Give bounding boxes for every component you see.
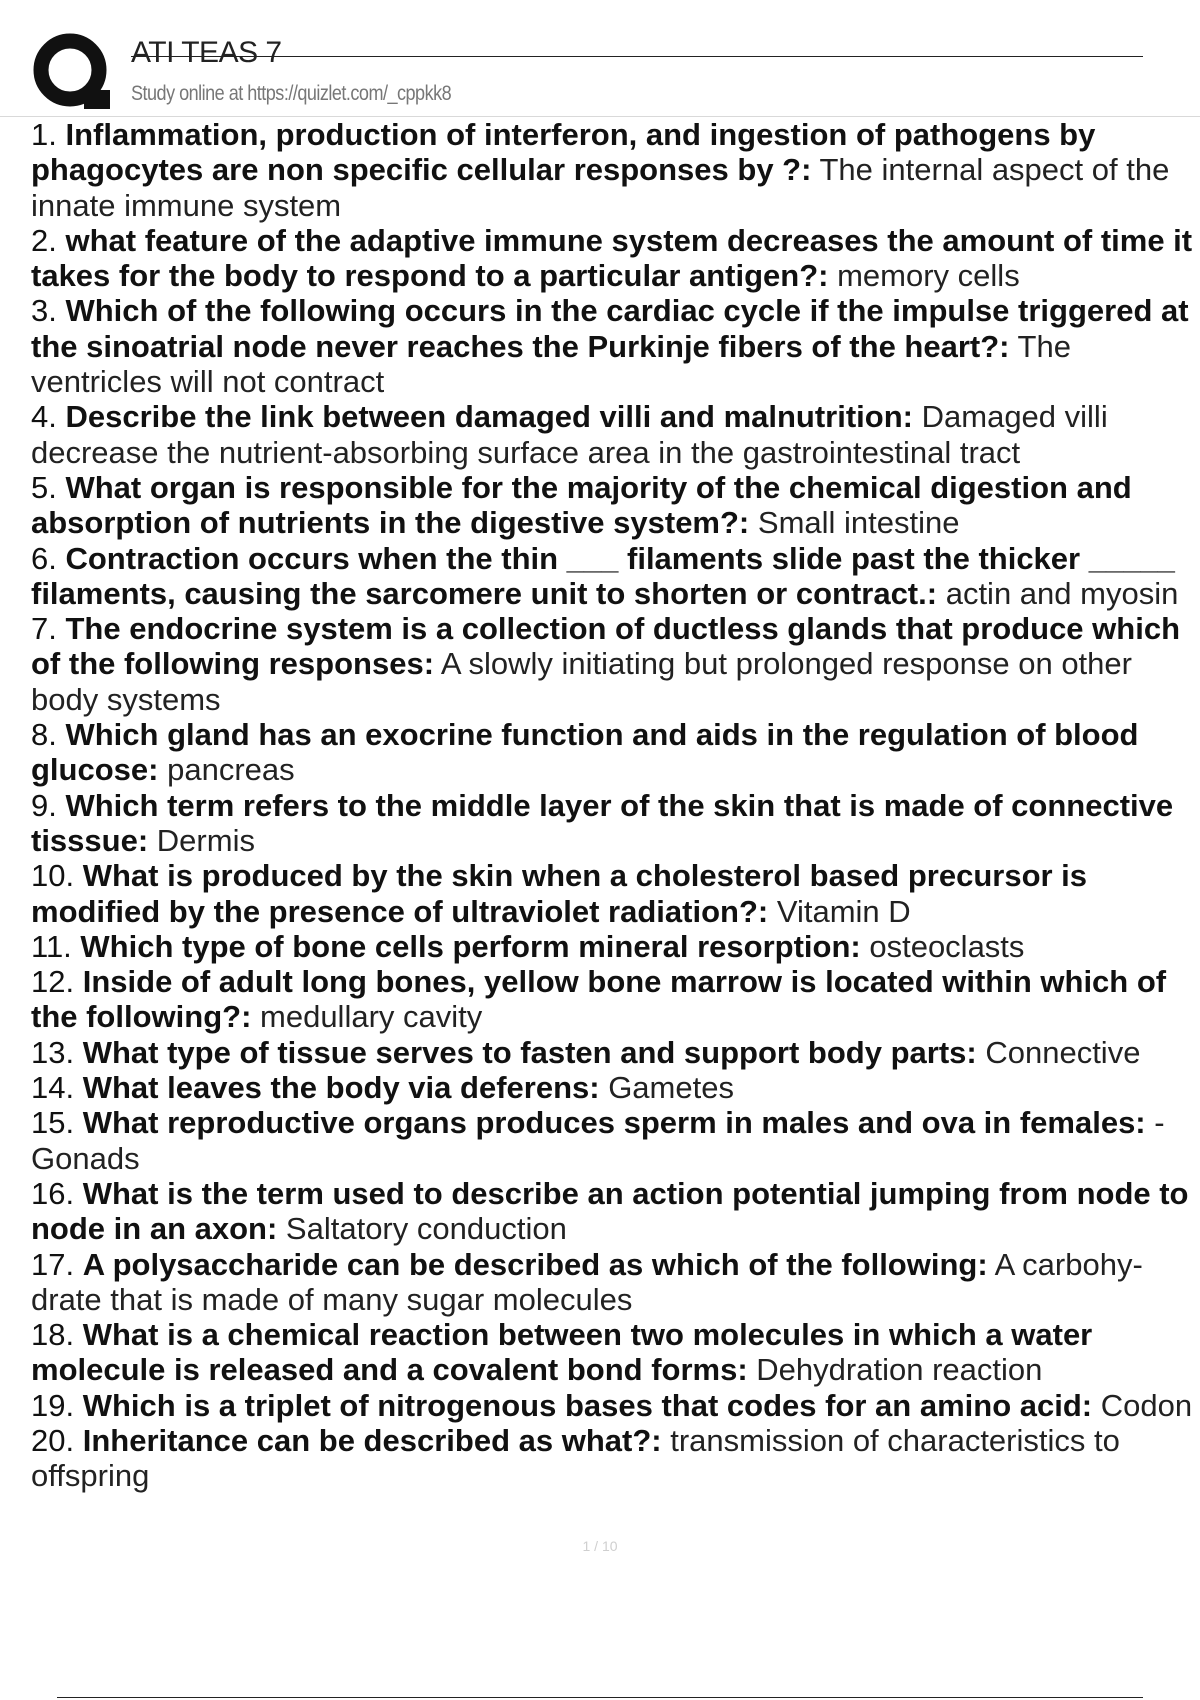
qa-item	[31, 117, 1200, 223]
qa-item	[31, 1035, 1200, 1070]
item-number: 14.	[31, 1070, 75, 1106]
item-number: 5.	[31, 469, 57, 505]
item-number: 4.	[31, 399, 57, 435]
page-header	[0, 0, 1200, 118]
item-number: 12.	[31, 964, 75, 1000]
footer-divider	[57, 1697, 1143, 1698]
page-number: 1 / 10	[582, 1538, 618, 1554]
question-text: What leaves the body via deferens:	[82, 1070, 600, 1106]
question-text: Inflammation, production of interferon, and ingestion of pathogens by phagocytes are non specific cellular responses by ?:	[31, 117, 1096, 188]
document-title: ATI TEAS 7	[131, 36, 282, 69]
item-number: 16.	[31, 1175, 75, 1211]
qa-item	[31, 223, 1200, 294]
qa-item	[31, 788, 1200, 859]
question-text: Contraction occurs when the thin ___ filaments slide past the thicker _____ filaments, causing the sarcomere unit to shorten or contract.:	[31, 540, 1175, 611]
question-text: Which is a triplet of nitrogenous bases that codes for an amino acid:	[82, 1387, 1093, 1423]
question-text: What type of tissue serves to fasten and support body parts:	[82, 1034, 977, 1070]
item-number: 2.	[31, 222, 57, 258]
qa-item	[31, 1317, 1200, 1388]
qa-item	[31, 1388, 1200, 1423]
item-number: 18.	[31, 1317, 75, 1353]
answer-text: medullary cavity	[260, 999, 483, 1035]
question-text: Which of the following occurs in the cardiac cycle if the impulse triggered at the sinoatrial node never reaches the Purkinje fibers of the heart?:	[31, 293, 1189, 364]
question-text: What is the term used to describe an action potential jumping from node to node in an axon:	[31, 1175, 1189, 1247]
answer-text: memory cells	[837, 258, 1020, 294]
item-number: 3.	[31, 293, 57, 329]
question-text: Which term refers to the middle layer of the skin that is made of connective tisssue:	[31, 787, 1174, 858]
item-number: 17.	[31, 1246, 75, 1282]
qa-item	[31, 1070, 1200, 1105]
answer-text: Codon	[1100, 1387, 1193, 1423]
item-number: 10.	[31, 858, 75, 894]
question-answer-list	[31, 117, 1200, 1494]
answer-text: A slowly initiating but prolonged response on other body systems	[31, 646, 1132, 717]
question-text: what feature of the adaptive immune system decreases the amount of time it takes for the body to respond to a particular antigen?:	[31, 222, 1193, 294]
item-number: 8.	[31, 717, 57, 753]
qa-item	[31, 858, 1200, 929]
study-online-link[interactable]: Study online at https://quizlet.com/_cppkk8	[131, 82, 452, 105]
answer-text: Saltatory conduction	[285, 1211, 567, 1247]
qa-item	[31, 293, 1200, 399]
answer-text: -Gonads	[31, 1105, 1165, 1176]
qa-item	[31, 964, 1200, 1035]
item-number: 7.	[31, 611, 57, 647]
question-text: What reproductive organs produces sperm in males and ova in females:	[82, 1105, 1146, 1141]
quizlet-q-logo-icon	[32, 32, 112, 112]
item-number: 1.	[31, 117, 57, 152]
qa-item	[31, 399, 1200, 470]
answer-text: transmission of characteristics to offspring	[31, 1422, 1120, 1494]
question-text: A polysaccharide can be described as which of the following:	[82, 1246, 988, 1282]
qa-item	[31, 1176, 1200, 1247]
qa-item	[31, 541, 1200, 612]
qa-item	[31, 1105, 1200, 1176]
qa-item	[31, 1247, 1200, 1318]
answer-text: Damaged villi decrease the nutrient-absorbing surface area in the gastrointestinal tract	[31, 399, 1108, 470]
qa-item	[31, 1423, 1200, 1494]
question-text: Which type of bone cells perform mineral resorption:	[80, 928, 861, 964]
item-number: 15.	[31, 1105, 75, 1141]
answer-text: Dehydration reaction	[756, 1352, 1043, 1388]
title-underline	[131, 56, 1143, 57]
item-number: 11.	[31, 928, 72, 964]
answer-text: Connective	[985, 1034, 1141, 1070]
qa-item	[31, 717, 1200, 788]
answer-text: pancreas	[167, 752, 295, 788]
answer-text: The ventricles will not contract	[31, 328, 1071, 400]
item-number: 13.	[31, 1034, 75, 1070]
item-number: 19.	[31, 1387, 75, 1423]
answer-text: The internal aspect of the innate immune system	[31, 152, 1170, 223]
item-number: 6.	[31, 540, 57, 576]
item-number: 20.	[31, 1422, 75, 1458]
qa-item	[31, 611, 1200, 717]
question-text: What organ is responsible for the majority of the chemical digestion and absorption of nutrients in the digestive system?:	[31, 469, 1132, 541]
qa-item	[31, 470, 1200, 541]
answer-text: Gametes	[608, 1070, 734, 1106]
answer-text: Dermis	[156, 822, 255, 858]
answer-text: actin and myosin	[945, 575, 1179, 611]
item-number: 9.	[31, 787, 57, 823]
question-text: Which gland has an exocrine function and aids in the regulation of blood glucose:	[31, 717, 1139, 788]
qa-item	[31, 929, 1200, 964]
answer-text: osteoclasts	[869, 928, 1025, 964]
question-text: What is a chemical reaction between two molecules in which a water molecule is released and a covalent bond forms:	[31, 1317, 1093, 1388]
answer-text: A carbohy- drate that is made of many sugar molecules	[31, 1246, 1143, 1317]
question-text: Describe the link between damaged villi and malnutrition:	[65, 399, 913, 435]
question-text: Inside of adult long bones, yellow bone marrow is located within which of the following?:	[31, 964, 1167, 1035]
question-text: What is produced by the skin when a cholesterol based precursor is modified by the presence of ultraviolet radiation?:	[31, 858, 1088, 929]
question-text: The endocrine system is a collection of ductless glands that produce which of the following responses:	[31, 611, 1181, 682]
question-text: Inheritance can be described as what?:	[82, 1422, 662, 1458]
answer-text: Small intestine	[757, 505, 960, 541]
answer-text: Vitamin D	[776, 893, 911, 929]
